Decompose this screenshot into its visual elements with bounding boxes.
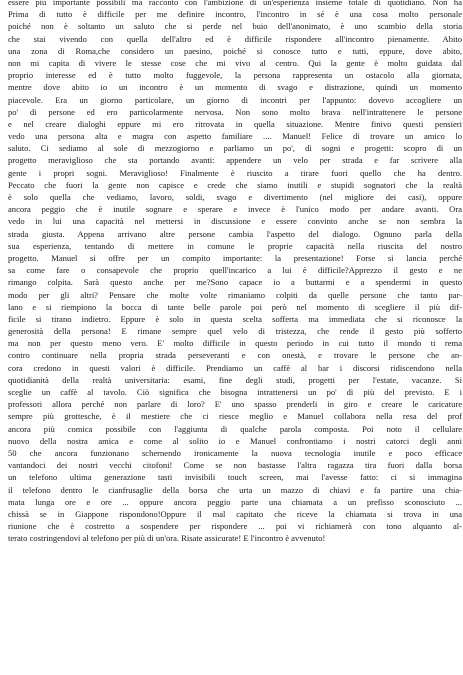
text-line: ancora più comica possibile con l'aggiunta di qualche parola composta. Poi noto il cellulare <box>8 423 462 434</box>
text-line: mentre dove abito io un incontro è un momento di svago e distrazione, quindi un momento <box>8 82 462 93</box>
text-line: vedo in lui una capacità nel mettersi in discussione e essere convinto anche se non sembra la <box>8 216 462 227</box>
text-line: poiché non è soltanto un saluto che si perde nel buio dell'anonimato, è uno scambio della storia <box>8 21 462 32</box>
text-line: gente i propri sogni. Meraviglioso! Finalmente è riuscito a tirare fuori quello che ha dentro. <box>8 167 462 178</box>
text-line: e nel creare dialoghi eppure mi ero ritrovata in quella situazione. Mentre finivo questi pensieri <box>8 118 462 129</box>
text-line: modo per gli altri? Pensare che molte volte rimaniamo colpiti da quelle persone che tanto par- <box>8 289 462 300</box>
text-line: strada giusta. Appena arrivano altre persone cambia l'aspetto del dialogo. Ognuno parla della <box>8 228 462 239</box>
text-line: ma non per questo meno vero. E' molto difficile in questo periodo in cui tutto il mondo ti rema <box>8 338 462 349</box>
text-line: lano e si riempiono la bocca di tante belle parole poi però nel momento di scegliere il più dif- <box>8 301 462 312</box>
text-line: progetto. Manuel si offre per un compito importante: la presentazione! Forse si lancia perché <box>8 252 462 263</box>
text-line: saluto. Ci sediamo al sole di mezzogiorno e parliamo un po', di sogni e progetti: scopro di un <box>8 143 462 154</box>
document-page <box>8 0 462 544</box>
text-line: ficile si tirano indietro. Eppure è solo in questa scelta sofferta ma immediata che si riconosce la <box>8 313 462 324</box>
text-line: è solo quella che vediamo, lavoro, soldi, svago e divertimento (nel migliore dei casi), oppure <box>8 192 462 202</box>
text-line: mata lunga ore e ore ... oppure ancora peggio parte una chiamata a un prefisso sconosciuto ... <box>8 496 462 507</box>
text-line: riunione che è costretto a sospendere per rispondere ... poi vi richiamerà con tono alquanto al- <box>8 521 462 532</box>
text-line: non mi capita di vivere le stesse cose che mi vivo al centro. Qui la gente è molto guidata dal <box>8 57 462 68</box>
text-line: proprio interesse ed è tutto molto fuggevole, la persona rappresenta un ostacolo alla giornata, <box>8 70 462 81</box>
text-line: un telefono ultima generazione tasti invisibili touch screen, mai l'avesse fatto: ci si immagina <box>8 472 462 483</box>
text-line: contro continuare nella propria strada perseveranti e con onestà, e trovare le persone che an- <box>8 350 462 361</box>
body-text <box>8 0 462 544</box>
text-line: terato costringendovi al telefono per più di un'ora. Risate assicurate! E l'incontro è avvenuto! <box>8 533 326 544</box>
text-line: Peccato che fuori la gente non capisce e crede che siamo inutili e stupidi sognatori che la realtà <box>8 179 462 190</box>
text-line: essere più importante possibili ma racconto con l'ambizione di un'esperienza insieme totale di quotidiano. Non ha <box>8 0 462 7</box>
text-line: sa come fare o consapevole che proprio quell'incarico a lui è difficile?Apprezzo il gesto e ne <box>8 265 462 276</box>
text-line: sua esperienza, tentando di mettere in comune le proprie capacità nella riuscita del nostro <box>8 240 462 251</box>
text-line: nuovo della nostra amica e come al solito io e Manuel confrontiamo i nostri catorci degli anni <box>8 435 462 446</box>
text-line: Prima di tutto è difficile per me definire incontro, l'incontro in sé è una cosa molto personale <box>8 9 462 20</box>
text-line: che stai vivendo con quella dell'altro ed è difficile rispondere all'incontro pienamente. Abito <box>8 33 462 44</box>
text-line: progetto meraviglioso che sta portando avanti: appendere un velo per strada e far scrivere alla <box>8 155 462 166</box>
text-line: vedo una persona alta e magra con aspetto familiare .... Manuel! Felice di trovare un amico lo <box>8 131 462 142</box>
text-line: professori allora perché non parlare di loro? E' uno spasso prenderli in giro e creare le caricature <box>8 399 462 410</box>
text-line: 50 che ancora funzionano schernendo ironicamente la nuova tecnologia inutile e poco efficace <box>8 447 462 458</box>
text-line: vantandoci dei nostri vecchi citofoni! Come se non bastasse l'altra ragazza tira fuori dalla borsa <box>8 460 462 471</box>
text-line: piacevole. Era un giorno particolare, un giorno di incontri per l'appunto: dovevo accogliere un <box>8 94 462 105</box>
text-line: cora credono in questi valori è difficile. Prendiamo un caffè al bar i discorsi ridiscendono nella <box>8 362 462 373</box>
text-line: rimango colpita. Sarà questo anche per me?Sono capace io a buttarmi e a spendermi in questo <box>8 277 462 288</box>
text-line: po' di persone ed ero particolarmente nervosa. Non sono molto brava nell'intrattenere le persone <box>8 106 462 117</box>
text-line: sceglie un caffè al tavolo. Ciò significa che bisogna intrattenersi un po' di più del previsto. E i <box>8 387 462 397</box>
text-line: generosità della persona! E rimane sempre quel velo di tristezza, che rende il gesto più sofferto <box>8 326 462 337</box>
text-line: quotidianità della realtà universitaria: esami, fine degli studi, progetti per l'estate, vacanze. Si <box>8 374 462 385</box>
text-line: ancora peggio che è inutile sognare e sperare e invece è l'unico modo per andare avanti. Ora <box>8 204 462 215</box>
text-line: il telefono dentro le cianfrusaglie della borsa che urta un mazzo di chiavi e fa partire una chia- <box>8 484 462 495</box>
text-line: sempre più grottesche, è il mestiere che ci riesce meglio e Manuel collabora nella resa del prof <box>8 411 462 422</box>
text-line: chissà se in Giappone rispondono!Oppure il mal capitato che riceve la chiamata si trova in una <box>8 508 462 519</box>
text-line: una zona di Roma,che considero un paesino, poiché si conosce tutto e tutti, eppure, dove abito, <box>8 45 462 56</box>
